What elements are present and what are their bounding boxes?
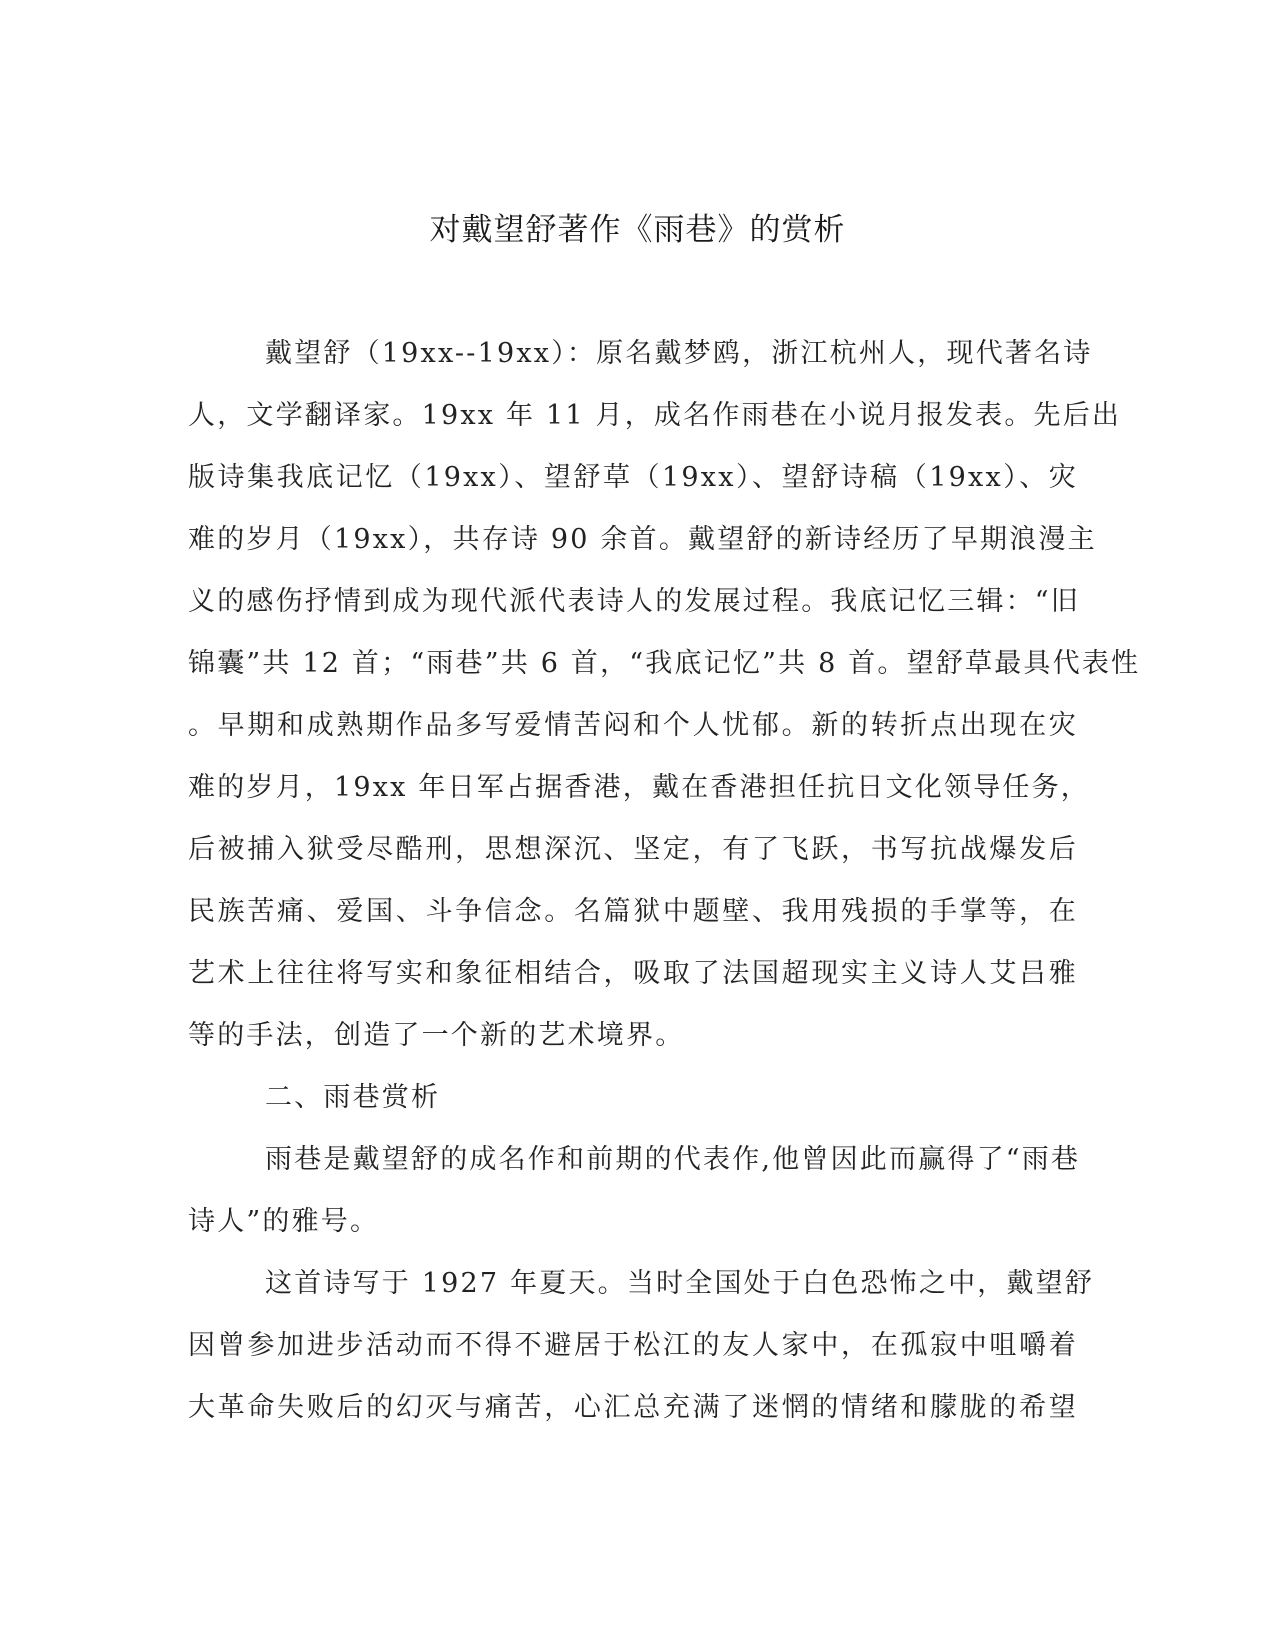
paragraph-line: 后被捕入狱受尽酷刑，思想深沉、坚定，有了飞跃，书写抗战爆发后 [188, 834, 1078, 865]
paragraph-line: 难的岁月，19xx 年日军占据香港，戴在香港担任抗日文化领导任务， [188, 772, 1090, 803]
paragraph-line: 等的手法，创造了一个新的艺术境界。 [188, 1020, 685, 1051]
paragraph-line: 版诗集我底记忆（19xx）、望舒草（19xx）、望舒诗稿（19xx）、灾 [188, 462, 1078, 493]
paragraph-line: 锦囊”共 12 首；“雨巷”共 6 首，“我底记忆”共 8 首。望舒草最具代表性 [188, 648, 1141, 679]
paragraph-line: 大革命失败后的幻灭与痛苦，心汇总充满了迷惘的情绪和朦胧的希望 [188, 1392, 1078, 1423]
paragraph-line: 这首诗写于 1927 年夏天。当时全国处于白色恐怖之中，戴望舒 [265, 1268, 1095, 1299]
paragraph-line: 难的岁月（19xx），共存诗 90 余首。戴望舒的新诗经历了早期浪漫主 [188, 524, 1097, 555]
paragraph-line: 艺术上往往将写实和象征相结合，吸取了法国超现实主义诗人艾吕雅 [188, 958, 1078, 989]
paragraph-line: 义的感伤抒情到成为现代派代表诗人的发展过程。我底记忆三辑：“旧 [188, 586, 1081, 617]
document-title: 对戴望舒著作《雨巷》的赏析 [429, 212, 846, 248]
paragraph-line: 民族苦痛、爱国、斗争信念。名篇狱中题壁、我用残损的手掌等，在 [188, 896, 1078, 927]
document-body [188, 323, 1141, 1439]
paragraph-line: 诗人”的雅号。 [188, 1206, 380, 1237]
paragraph-line: 人，文学翻译家。19xx 年 11 月，成名作雨巷在小说月报发表。先后出 [188, 400, 1122, 431]
paragraph-line: 戴望舒（19xx--19xx）：原名戴梦鸥，浙江杭州人，现代著名诗 [265, 338, 1093, 369]
paragraph-line: 因曾参加进步活动而不得不避居于松江的友人家中，在孤寂中咀嚼着 [188, 1330, 1078, 1361]
section-heading: 二、雨巷赏析 [265, 1082, 441, 1113]
paragraph-line: 。早期和成熟期作品多写爱情苦闷和个人忧郁。新的转折点出现在灾 [188, 710, 1078, 741]
paragraph-line: 雨巷是戴望舒的成名作和前期的代表作,他曾因此而赢得了“雨巷 [265, 1144, 1081, 1175]
